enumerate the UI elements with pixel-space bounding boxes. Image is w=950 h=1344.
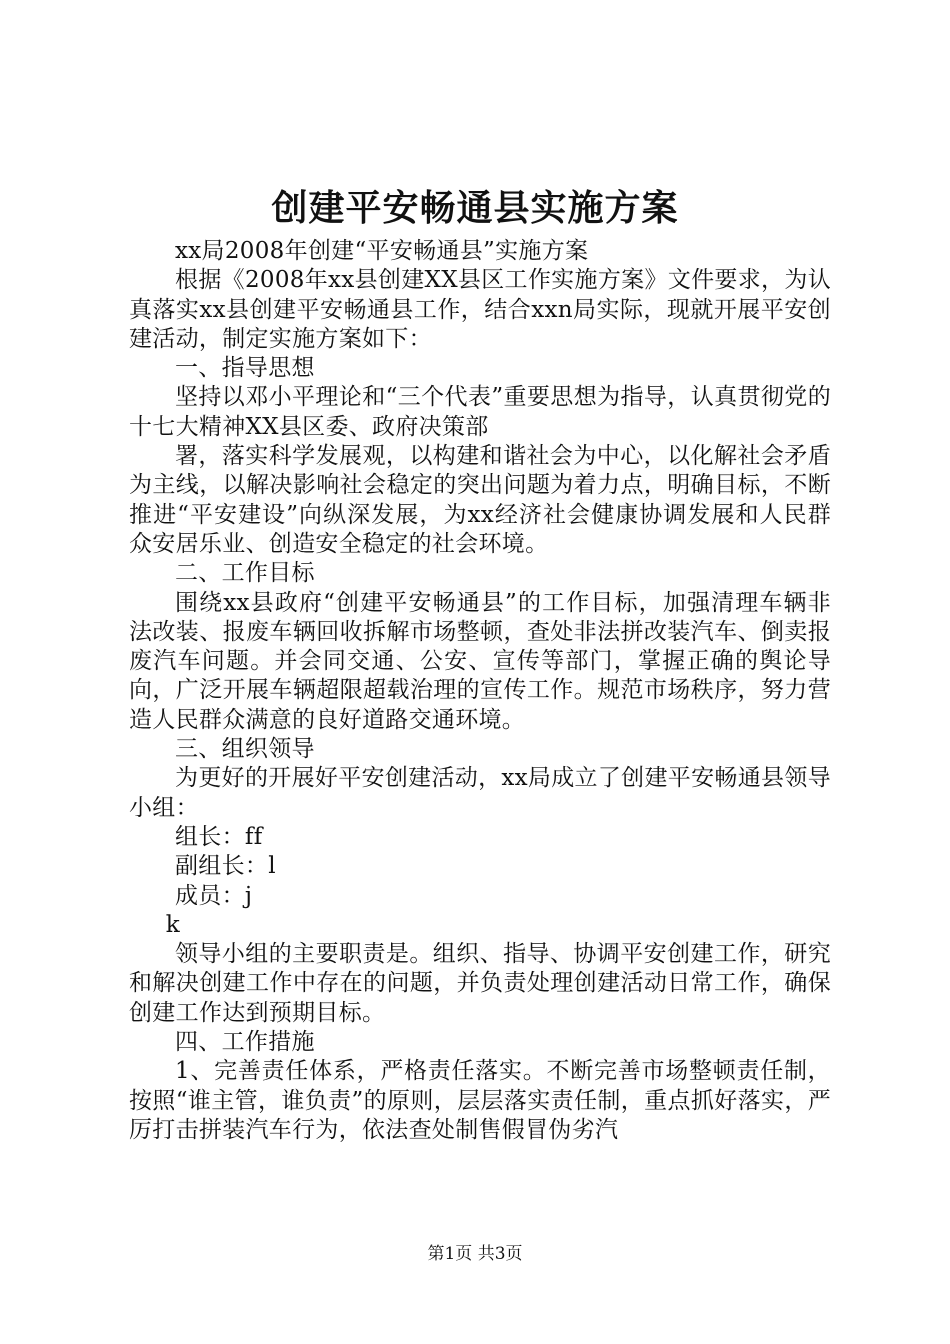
paragraph: 领导小组的主要职责是。组织、指导、协调平安创建工作，研究和解决创建工作中存在的问题，并负责处理创建活动日常工作，确保创建工作达到预期目标。 [129,941,831,1026]
paragraph: 围绕xx县政府“创建平安畅通县”的工作目标，加强清理车辆非法改装、报废车辆回收拆解市场整顿，查处非法拼改装汽车、倒卖报废汽车问题。并会同交通、公安、宣传等部门，掌握正确的舆论导向，广泛开展车辆超限超载治理的宣传工作。规范市场秩序，努力营造人民群众满意的良好道路交通环境。 [129,589,831,733]
document-title: 创建平安畅通县实施方案 [271,187,679,229]
paragraph: 坚持以邓小平理论和“三个代表”重要思想为指导，认真贯彻党的十七大精神XX县区委、政府决策部 [129,384,831,440]
subtitle-line: xx局2008年创建“平安畅通县”实施方案 [175,238,589,264]
paragraph: 1、完善责任体系，严格责任落实。不断完善市场整顿责任制，按照“谁主管，谁负责”的原则，层层落实责任制，重点抓好落实，严厉打击拼装汽车行为，依法查处制售假冒伪劣汽 [129,1058,831,1143]
member-line: 副组长：l [175,853,276,880]
member-line: 成员：j [175,882,253,909]
paragraph: 根据《2008年xx县创建XX县区工作实施方案》文件要求，为认真落实xx县创建平安畅通县工作，结合xxn局实际，现就开展平安创建活动，制定实施方案如下： [129,267,831,352]
member-line: k [165,911,181,938]
section-heading: 三、组织领导 [175,736,315,763]
document-body [129,237,831,1145]
section-heading: 一、指导思想 [175,355,315,382]
section-heading: 四、工作措施 [175,1029,315,1056]
page-footer: 第1页 共3页 [427,1244,523,1264]
paragraph: 署，落实科学发展观，以构建和谐社会为中心，以化解社会矛盾为主线，以解决影响社会稳定的突出问题为着力点，明确目标，不断推进“平安建设”向纵深发展，为xx经济社会健康协调发展和人民群众安居乐业、创造安全稳定的社会环境。 [129,443,831,557]
paragraph: 为更好的开展好平安创建活动，xx局成立了创建平安畅通县领导小组： [129,765,831,821]
member-line: 组长：ff [175,823,263,850]
section-heading: 二、工作目标 [175,560,315,587]
